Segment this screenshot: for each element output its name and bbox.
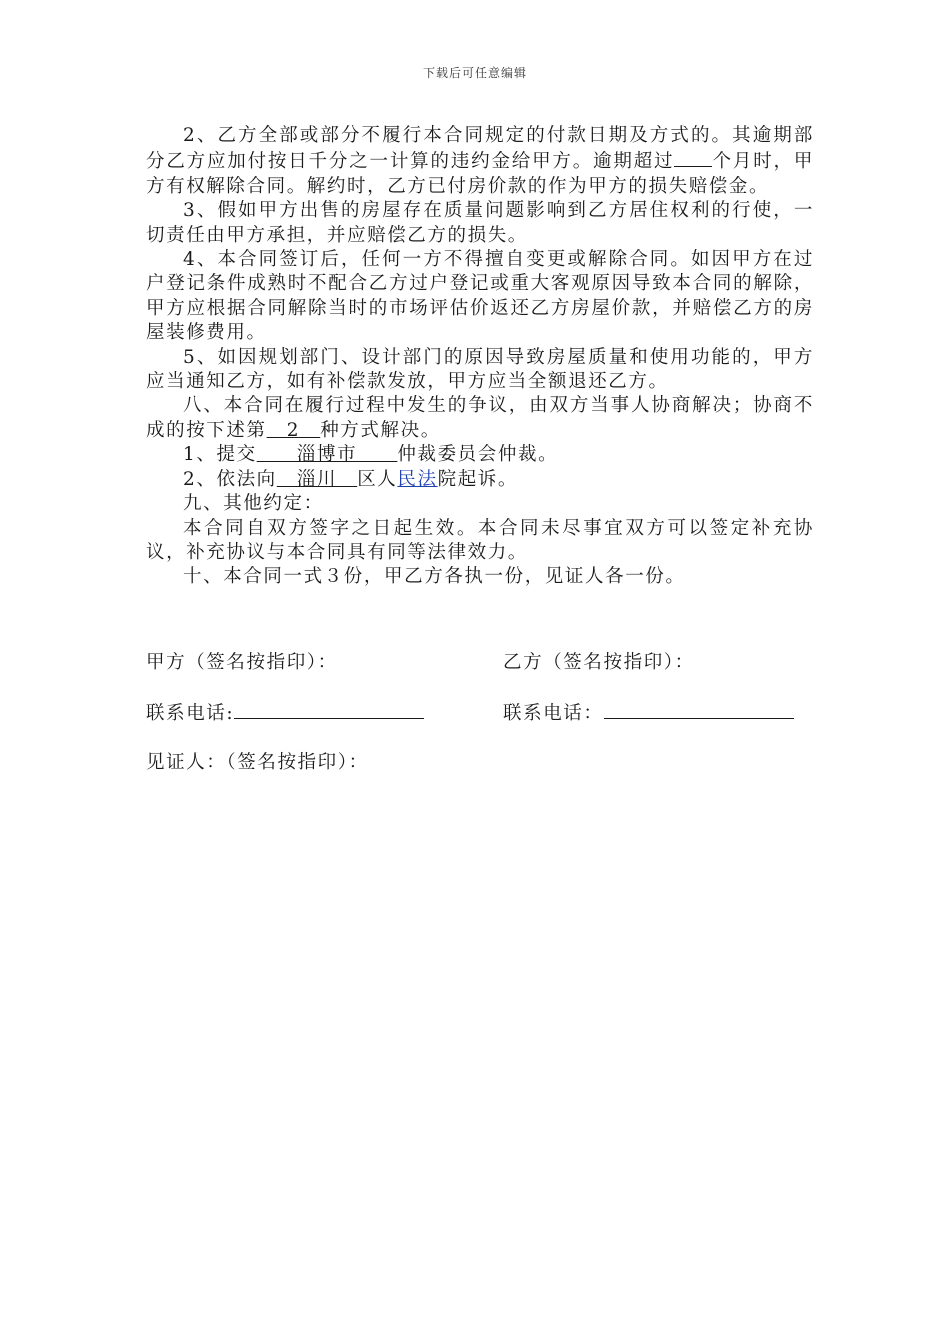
clause-10: 十、本合同一式３份，甲乙方各执一份，见证人各一份。 xyxy=(183,566,686,588)
contract-body xyxy=(146,124,814,590)
clause-3: 3、假如甲方出售的房屋存在质量问题影响到乙方居住权利的行使，一切责任由甲方承担，并应赔偿乙方的损失。 xyxy=(146,200,814,246)
clause-8-text-a: 八、本合同在履行过程中发生的争议，由双方当事人协商解决；协商不成的按下述第 xyxy=(146,395,814,441)
clause-2 xyxy=(146,124,814,199)
clause-8-2-text-a: 2、依法向 xyxy=(183,468,277,490)
page-header: 下载后可任意编辑 xyxy=(422,66,527,80)
clause-8 xyxy=(146,394,814,443)
party-b-phone-line[interactable] xyxy=(604,698,794,719)
party-a-phone-line[interactable] xyxy=(234,698,424,719)
clause-8-1 xyxy=(146,443,814,467)
party-a-phone xyxy=(146,698,424,725)
party-b-signature: 乙方（签名按指印）： xyxy=(503,652,695,673)
clause-4: 4、本合同签订后，任何一方不得擅自变更或解除合同。如因甲方在过户登记条件成熟时不配合乙方过户登记或重大客观原因导致本合同的解除，甲方应根据合同解除当时的市场评估价返还乙方房屋价款，并赔偿乙方的房屋装修费用。 xyxy=(146,249,814,344)
clause-8-text-b: 种方式解决。 xyxy=(320,419,441,441)
clause-2-text-a: 2、乙方全部或部分不履行本合同规定的付款日期及方式的。其逾期部分乙方应加付按日千分之一计算的违约金给甲方。逾期超过 xyxy=(146,125,814,173)
clause-8-2 xyxy=(146,468,814,492)
clause-8-2-text-c: 院起诉。 xyxy=(437,468,518,490)
party-a-phone-label: 联系电话: xyxy=(146,703,235,724)
clause-8-2-text-b: 区人 xyxy=(357,468,398,490)
witness-signature: 见证人：（签名按指印）： xyxy=(146,752,369,773)
clause-8-1-text-b: 仲裁委员会仲裁。 xyxy=(397,444,559,466)
months-blank[interactable] xyxy=(674,148,712,167)
arbitration-city: 淄博市 xyxy=(256,444,398,466)
party-b-phone xyxy=(503,698,794,725)
clause-5: 5、如因规划部门、设计部门的原因导致房屋质量和使用功能的，甲方应当通知乙方，如有补偿款发放，甲方应当全额退还乙方。 xyxy=(146,346,814,393)
clause-9-text: 本合同自双方签字之日起生效。本合同未尽事宜双方可以签定补充协议，补充协议与本合同具有同等法律效力。 xyxy=(146,517,814,563)
resolution-method-number: 2 xyxy=(266,419,321,441)
clause-2-text-b: 个月时，甲方有权解除合同。解约时，乙方已付房价款的作为甲方的损失赔偿金。 xyxy=(146,151,814,197)
clause-9-title: 九、其他约定： xyxy=(183,493,324,515)
party-b-phone-label: 联系电话： xyxy=(503,703,604,724)
clause-8-1-text-a: 1、提交 xyxy=(183,444,257,466)
court-link[interactable]: 民法 xyxy=(397,468,438,490)
court-district: 淄川 xyxy=(276,468,358,490)
party-a-signature: 甲方（签名按指印）： xyxy=(146,652,338,673)
